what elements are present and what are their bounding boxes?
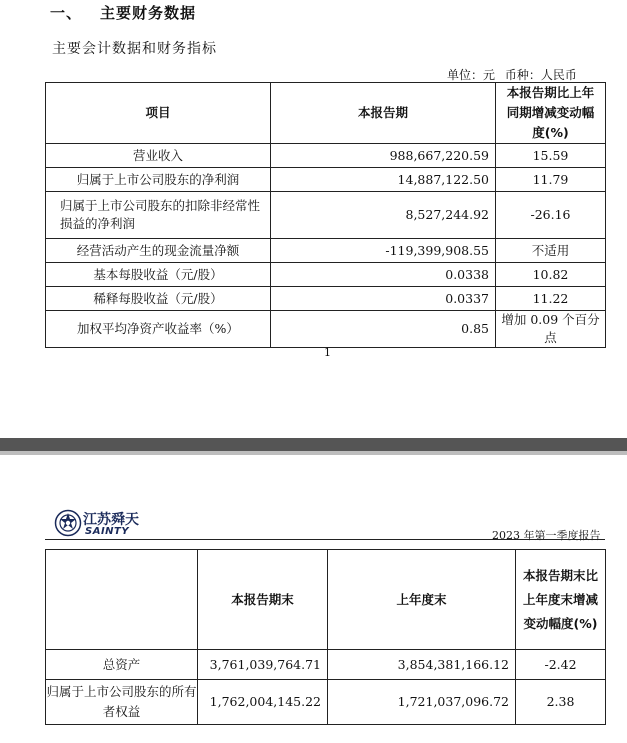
table-header-row xyxy=(46,550,606,650)
currency-label: 币种：人民币 xyxy=(504,68,577,82)
header-current-period: 本报告期 xyxy=(271,83,496,144)
row-change: -2.42 xyxy=(516,650,606,680)
row-value: 14,887,122.50 xyxy=(271,168,496,192)
row-label: 加权平均净资产收益率（%） xyxy=(46,311,271,348)
row-label: 稀释每股收益（元/股） xyxy=(46,287,271,311)
report-name: 2023 年第一季度报告 xyxy=(492,529,601,542)
unit-label: 单位：元 xyxy=(447,68,496,82)
header-change: 本报告期末比上年度末增减变动幅度(%) xyxy=(516,550,606,650)
balance-data-table xyxy=(45,549,606,725)
subsection-title: 主要会计数据和财务指标 xyxy=(52,41,217,57)
table-row xyxy=(46,311,606,348)
section-number: 一、 xyxy=(50,4,83,22)
row-label: 基本每股收益（元/股） xyxy=(46,263,271,287)
table-row xyxy=(46,263,606,287)
page-separator xyxy=(0,438,627,451)
header-prior-year-end: 上年度末 xyxy=(328,550,516,650)
row-change: 增加 0.09 个百分点 xyxy=(496,311,606,348)
page-number: 1 xyxy=(324,346,331,359)
section-heading xyxy=(50,2,196,23)
row-change: 11.22 xyxy=(496,287,606,311)
row-change: 15.59 xyxy=(496,144,606,168)
row-period-end: 1,762,004,145.22 xyxy=(198,680,328,725)
row-value: -119,399,908.55 xyxy=(271,239,496,263)
row-change: -26.16 xyxy=(496,192,606,239)
row-value: 0.0338 xyxy=(271,263,496,287)
logo-english-name: SAINTY xyxy=(85,526,130,537)
row-change: 2.38 xyxy=(516,680,606,725)
sainty-logo-icon xyxy=(54,509,82,537)
row-change: 10.82 xyxy=(496,263,606,287)
row-value: 0.0337 xyxy=(271,287,496,311)
row-value: 988,667,220.59 xyxy=(271,144,496,168)
row-label: 营业收入 xyxy=(46,144,271,168)
table-row xyxy=(46,650,606,680)
company-logo xyxy=(54,509,214,539)
header-item: 项目 xyxy=(46,83,271,144)
row-label: 归属于上市公司股东的扣除非经常性损益的净利润 xyxy=(46,192,271,239)
row-value: 8,527,244.92 xyxy=(271,192,496,239)
row-change: 11.79 xyxy=(496,168,606,192)
row-prior-year-end: 3,854,381,166.12 xyxy=(328,650,516,680)
header-item xyxy=(46,550,198,650)
table-row xyxy=(46,287,606,311)
table-row xyxy=(46,239,606,263)
document-page-2 xyxy=(0,455,627,743)
row-value: 0.85 xyxy=(271,311,496,348)
row-label: 经营活动产生的现金流量净额 xyxy=(46,239,271,263)
header-rule xyxy=(45,539,605,540)
row-prior-year-end: 1,721,037,096.72 xyxy=(328,680,516,725)
row-label: 总资产 xyxy=(46,650,198,680)
logo-chinese-name: 江苏舜天 xyxy=(83,512,139,528)
row-label: 归属于上市公司股东的所有者权益 xyxy=(46,680,198,725)
row-change: 不适用 xyxy=(496,239,606,263)
table-row xyxy=(46,680,606,725)
section-title: 主要财务数据 xyxy=(100,4,197,22)
table-row xyxy=(46,144,606,168)
key-financial-data-table xyxy=(45,82,606,348)
row-label: 归属于上市公司股东的净利润 xyxy=(46,168,271,192)
header-yoy-change: 本报告期比上年同期增减变动幅度(%) xyxy=(496,83,606,144)
unit-currency-line xyxy=(447,66,583,83)
table-row xyxy=(46,168,606,192)
row-period-end: 3,761,039,764.71 xyxy=(198,650,328,680)
header-period-end: 本报告期末 xyxy=(198,550,328,650)
table-row xyxy=(46,192,606,239)
table-header-row xyxy=(46,83,606,144)
